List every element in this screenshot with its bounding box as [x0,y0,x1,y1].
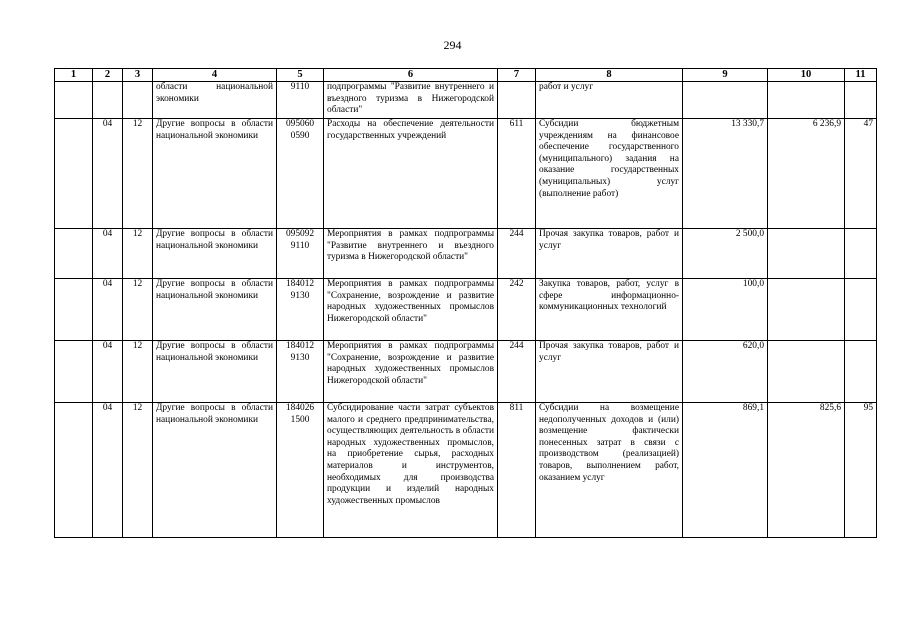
cell-section-name: Другие вопросы в области национальной экономики [153,341,277,403]
column-header-3: 3 [123,69,153,82]
cell-amount-executed [768,82,845,119]
cell-subsection: 12 [123,279,153,341]
cell-col1 [55,82,93,119]
cell-expense-type [498,82,536,119]
cell-subsection: 12 [123,403,153,538]
cell-col1 [55,403,93,538]
cell-col1 [55,229,93,279]
cell-expense-type: 244 [498,341,536,403]
cell-section: 04 [93,229,123,279]
table-row [55,403,877,538]
column-header-2: 2 [93,69,123,82]
column-header-10: 10 [768,69,845,82]
cell-expense-type-name: Субсидии на возмещение недополученных доходов и (или) возмещение фактически понесенных затрат в связи с производством (реализацией) товаров, выполнением работ, оказанием услуг [536,403,683,538]
cell-section-name: Другие вопросы в области национальной экономики [153,119,277,229]
column-header-5: 5 [277,69,324,82]
cell-amount-planned: 100,0 [683,279,768,341]
table-row [55,279,877,341]
cell-expense-type-name: Прочая закупка товаров, работ и услуг [536,341,683,403]
cell-target-article: 184012 9130 [277,341,324,403]
cell-subsection: 12 [123,229,153,279]
page-number: 294 [443,38,462,52]
cell-article-name: Мероприятия в рамках подпрограммы "Сохранение, возрождение и развитие народных художественных промыслов Нижегородской области" [324,341,498,403]
cell-amount-executed: 825,6 [768,403,845,538]
cell-section: 04 [93,119,123,229]
cell-amount-planned: 2 500,0 [683,229,768,279]
column-header-6: 6 [324,69,498,82]
budget-table [54,68,877,538]
table-row [55,341,877,403]
cell-section: 04 [93,403,123,538]
cell-amount-planned [683,82,768,119]
cell-amount-planned: 620,0 [683,341,768,403]
cell-target-article: 184026 1500 [277,403,324,538]
cell-percent [845,82,877,119]
cell-section-name: Другие вопросы в области национальной экономики [153,403,277,538]
cell-expense-type: 244 [498,229,536,279]
cell-expense-type-name: Закупка товаров, работ, услуг в сфере информационно-коммуникационных технологий [536,279,683,341]
table-row [55,119,877,229]
cell-amount-executed [768,341,845,403]
cell-article-name: Мероприятия в рамках подпрограммы "Развитие внутреннего и въездного туризма в Нижегородской области" [324,229,498,279]
cell-article-name: Расходы на обеспечение деятельности государственных учреждений [324,119,498,229]
cell-col1 [55,341,93,403]
column-header-4: 4 [153,69,277,82]
cell-expense-type: 811 [498,403,536,538]
column-header-1: 1 [55,69,93,82]
cell-subsection: 12 [123,119,153,229]
cell-section: 04 [93,279,123,341]
header-row [55,69,877,82]
cell-article-name: подпрограммы "Развитие внутреннего и въездного туризма в Нижегородской области" [324,82,498,119]
cell-section: 04 [93,341,123,403]
cell-article-name: Мероприятия в рамках подпрограммы "Сохранение, возрождение и развитие народных художественных промыслов Нижегородской области" [324,279,498,341]
column-header-7: 7 [498,69,536,82]
cell-target-article: 095092 9110 [277,229,324,279]
column-header-9: 9 [683,69,768,82]
cell-expense-type-name: Прочая закупка товаров, работ и услуг [536,229,683,279]
cell-percent [845,341,877,403]
cell-percent: 95 [845,403,877,538]
cell-target-article: 9110 [277,82,324,119]
cell-subsection [123,82,153,119]
cell-article-name: Субсидирование части затрат субъектов малого и среднего предпринимательства, осуществляющих деятельность в области народных художественных промыслов, на приобретение сырья, расходных материалов и инструментов, необходимых для производства продукции и изделий народных художественных промыслов [324,403,498,538]
cell-amount-planned: 13 330,7 [683,119,768,229]
cell-expense-type: 242 [498,279,536,341]
cell-amount-executed [768,279,845,341]
cell-section-name: Другие вопросы в области национальной экономики [153,229,277,279]
cell-expense-type-name: Субсидии бюджетным учреждениям на финансовое обеспечение государственного (муниципального) задания на оказание государственных (муниципальных) услуг (выполнение работ) [536,119,683,229]
cell-percent [845,279,877,341]
cell-section-name: Другие вопросы в области национальной экономики [153,279,277,341]
cell-expense-type: 611 [498,119,536,229]
cell-amount-executed [768,229,845,279]
column-header-11: 11 [845,69,877,82]
cell-section-name: области национальной экономики [153,82,277,119]
table-row [55,82,877,119]
column-header-8: 8 [536,69,683,82]
cell-col1 [55,119,93,229]
cell-col1 [55,279,93,341]
cell-section [93,82,123,119]
cell-expense-type-name: работ и услуг [536,82,683,119]
cell-subsection: 12 [123,341,153,403]
cell-target-article: 184012 9130 [277,279,324,341]
cell-amount-executed: 6 236,9 [768,119,845,229]
cell-percent: 47 [845,119,877,229]
table-row [55,229,877,279]
cell-amount-planned: 869,1 [683,403,768,538]
cell-percent [845,229,877,279]
cell-target-article: 095060 0590 [277,119,324,229]
